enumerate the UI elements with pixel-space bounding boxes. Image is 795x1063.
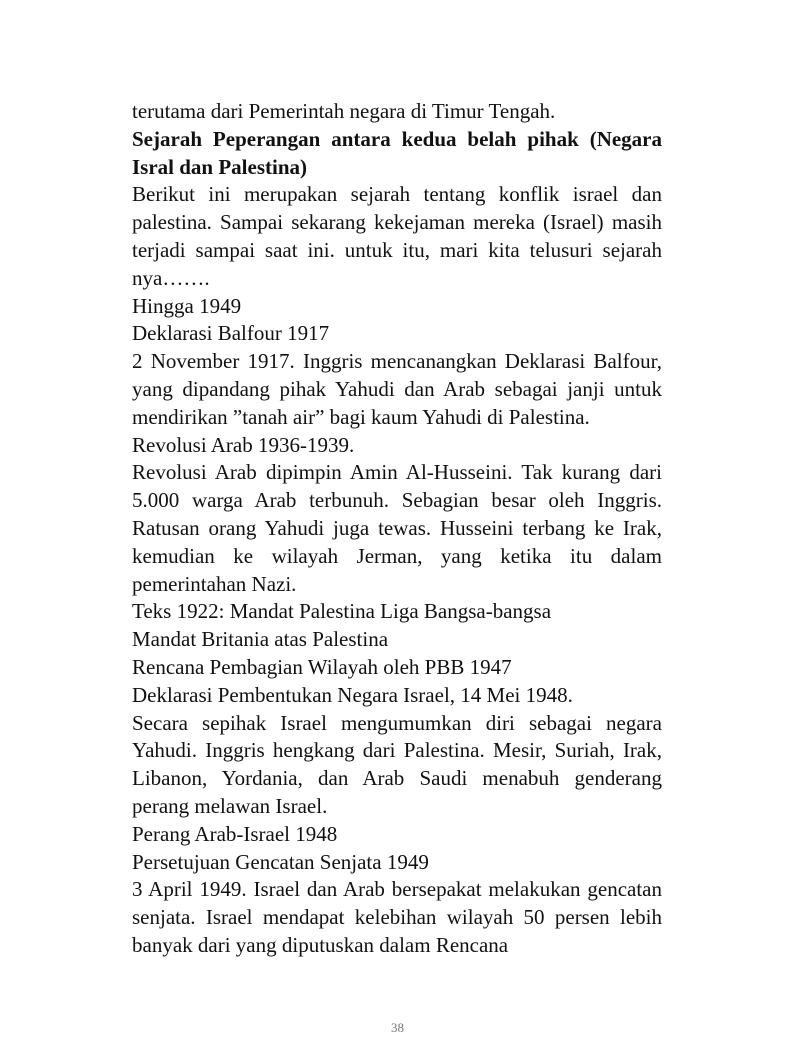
revolution-heading: Revolusi Arab 1936-1939. — [132, 432, 355, 457]
page-number: 38 — [391, 1020, 404, 1035]
page-text-body — [132, 98, 662, 960]
intro-line: terutama dari Pemerintah negara di Timur Tengah. — [132, 99, 556, 123]
partition-plan-line: Rencana Pembagian Wilayah oleh PBB 1947 — [132, 654, 512, 679]
balfour-heading: Deklarasi Balfour 1917 — [132, 321, 330, 346]
section-heading: Sejarah Peperangan antara kedua belah pihak (Negara Isral dan Palestina) — [132, 126, 662, 179]
armistice-paragraph: 3 April 1949. Israel dan Arab bersepakat melakukan gencatan senjata. Israel mendapat kelebihan wilayah 50 persen lebih banyak dari yang diputuskan dalam Rencana — [132, 877, 662, 957]
intro-paragraph: Berikut ini merupakan sejarah tentang konflik israel dan palestina. Sampai sekarang kekejaman mereka (Israel) masih terjadi sampai saat ini. untuk itu, mari kita telusuri sejarah nya……. — [132, 182, 662, 290]
declaration-heading: Deklarasi Pembentukan Negara Israel, 14 Mei 1948. — [132, 682, 573, 707]
british-mandate-line: Mandat Britania atas Palestina — [132, 627, 389, 652]
armistice-heading: Persetujuan Gencatan Senjata 1949 — [132, 849, 429, 874]
mandate-text-line: Teks 1922: Mandat Palestina Liga Bangsa-bangsa — [132, 599, 552, 624]
war-line: Perang Arab-Israel 1948 — [132, 821, 338, 846]
hingga-1949-heading: Hingga 1949 — [132, 293, 242, 318]
balfour-paragraph: 2 November 1917. Inggris mencanangkan Deklarasi Balfour, yang dipandang pihak Yahudi dan Arab sebagai janji untuk mendirikan ”tanah air” bagi kaum Yahudi di Palestina. — [132, 349, 662, 429]
revolution-paragraph: Revolusi Arab dipimpin Amin Al-Husseini. Tak kurang dari 5.000 warga Arab terbunuh. Sebagian besar oleh Inggris. Ratusan orang Yahudi juga tewas. Husseini terbang ke Irak, kemudian ke wilayah Jerman, yang ketika itu dalam pemerintahan Nazi. — [132, 460, 662, 596]
declaration-paragraph: Secara sepihak Israel mengumumkan diri sebagai negara Yahudi. Inggris hengkang dari Palestina. Mesir, Suriah, Irak, Libanon, Yordania, dan Arab Saudi menabuh genderang perang melawan Israel. — [132, 710, 662, 818]
